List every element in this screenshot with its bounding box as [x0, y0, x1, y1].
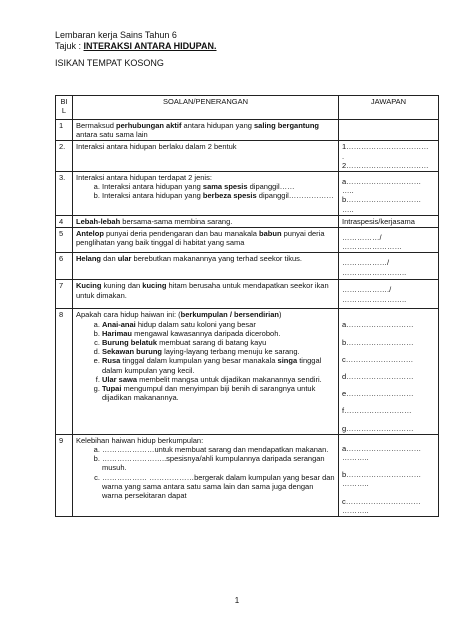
answer-cell[interactable]: ………………./ …………………….. [339, 280, 439, 309]
row-number: 7 [56, 280, 73, 309]
sub-question: c. ……………… ………………bergerak dalam kumpulan yang besar dan warna yang sama antara satu sama lain dan sama juga dengan warna persekitaran dapat [102, 473, 335, 501]
worksheet-title [55, 41, 217, 52]
title-text: INTERAKSI ANTARA HIDUPAN. [83, 41, 217, 51]
question-cell: Apakah cara hidup haiwan ini: (berkumpulan / bersendirian) a. Anai-anai hidup dalam satu koloni yang besar b. Harimau mengawal kawasannya daripada diceroboh. c. Burung belatuk membuat sarang di batang kayu d. Sekawan burung laying-layang terbang menuju ke sarang. e. Rusa tinggal dalam kumpulan yang besar manakala singa tinggal dalam kumpulan yang kecil. f. Ular sawa membelit mangsa untuk dijadikan makanannya sendiri. g. Tupai mengumpul dan menyimpan biji benih di sarangnya untuk dijadikan makanannya. [73, 309, 339, 434]
row-number: 6 [56, 253, 73, 280]
table-row [56, 172, 439, 216]
row-number: 4 [56, 215, 73, 227]
sub-question: c. Burung belatuk membuat sarang di batang kayu [102, 338, 335, 347]
question-cell: Bermaksud perhubungan aktif antara hidupan yang saling bergantung antara satu sama lain [73, 120, 339, 141]
answer-cell[interactable] [339, 120, 439, 141]
sub-question: e. Rusa tinggal dalam kumpulan yang besar manakala singa tinggal dalam kumpulan yang kecil. [102, 356, 335, 374]
table-row [56, 309, 439, 434]
col-header-answer: JAWAPAN [339, 96, 439, 120]
question-cell: Kelebihan haiwan hidup berkumpulan: a. …………………untuk membuat sarang dan mendapatkan makanan. b. ……………………..spesisnya/ahli kumpulannya daripada serangan musuh. c. ……………… ………………bergerak dalam kumpulan yang besar dan warna yang sama antara satu sama lain dan sama juga dengan warna persekitaran dapat [73, 434, 339, 516]
sub-question: g. Tupai mengumpul dan menyimpan biji benih di sarangnya untuk dijadikan makanannya. [102, 384, 335, 402]
row-number: 2. [56, 141, 73, 172]
page-number: 1 [234, 596, 240, 605]
answer-cell[interactable]: 1…………………………… . 2…………………………… [339, 141, 439, 172]
question-cell: Antelop punyai deria pendengaran dan bau manakala babun punyai deria penglihatan yang baik tinggal di habitat yang sama [73, 228, 339, 253]
sub-question: b. ……………………..spesisnya/ahli kumpulannya daripada serangan musuh. [102, 454, 335, 472]
sub-question: a. Anai-anai hidup dalam satu koloni yang besar [102, 320, 335, 329]
answer-cell[interactable]: ……………/ …………………… [339, 228, 439, 253]
table-row [56, 215, 439, 227]
sub-question: a. …………………untuk membuat sarang dan mendapatkan makanan. [102, 445, 335, 454]
row-number: 5 [56, 228, 73, 253]
col-header-question: SOALAN/PENERANGAN [73, 96, 339, 120]
worksheet-table [55, 95, 439, 517]
table-row [56, 141, 439, 172]
question-cell: Interaksi antara hidupan berlaku dalam 2 bentuk [73, 141, 339, 172]
sub-question: d. Sekawan burung laying-layang terbang menuju ke sarang. [102, 347, 335, 356]
table-header-row [56, 96, 439, 120]
worksheet-subtitle: Lembaran kerja Sains Tahun 6 [55, 30, 177, 40]
table-row [56, 280, 439, 309]
question-cell: Interaksi antara hidupan terdapat 2 jenis: a. Interaksi antara hidupan yang sama spesis dipanggil…… b. Interaksi antara hidupan yang berbeza spesis dipanggil……………… [73, 172, 339, 216]
answer-cell[interactable]: a………………………… ….. b………………………… ….. [339, 172, 439, 216]
question-cell: Helang dan ular berebutkan makanannya yang terhad seekor tikus. [73, 253, 339, 280]
answer-cell: Intraspesis/kerjasama [339, 215, 439, 227]
row-number: 3. [56, 172, 73, 216]
table-row [56, 228, 439, 253]
row-number: 9 [56, 434, 73, 516]
answer-cell[interactable]: a……………………… b……………………… c……………………… d……………………… e……………………… f……………………… g……………………… [339, 309, 439, 434]
row-number: 1 [56, 120, 73, 141]
sub-question: b. Interaksi antara hidupan yang berbeza spesis dipanggil……………… [102, 191, 335, 200]
sub-question: f. Ular sawa membelit mangsa untuk dijadikan makanannya sendiri. [102, 375, 335, 384]
table-row [56, 434, 439, 516]
table-row [56, 253, 439, 280]
section-heading: ISIKAN TEMPAT KOSONG [55, 58, 164, 68]
sub-question: a. Interaksi antara hidupan yang sama spesis dipanggil…… [102, 182, 335, 191]
row-number: 8 [56, 309, 73, 434]
answer-cell[interactable]: a………………………… ……….. b………………………… ……….. c………………………… ……….. [339, 434, 439, 516]
sub-question: b. Harimau mengawal kawasannya daripada diceroboh. [102, 329, 335, 338]
col-header-no: BI L [56, 96, 73, 120]
question-cell: Kucing kuning dan kucing hitam berusaha untuk mendapatkan seekor ikan untuk dimakan. [73, 280, 339, 309]
answer-cell[interactable]: ………………/ …………………….. [339, 253, 439, 280]
question-cell: Lebah-lebah bersama-sama membina sarang. [73, 215, 339, 227]
table-row [56, 120, 439, 141]
title-prefix: Tajuk : [55, 41, 84, 51]
